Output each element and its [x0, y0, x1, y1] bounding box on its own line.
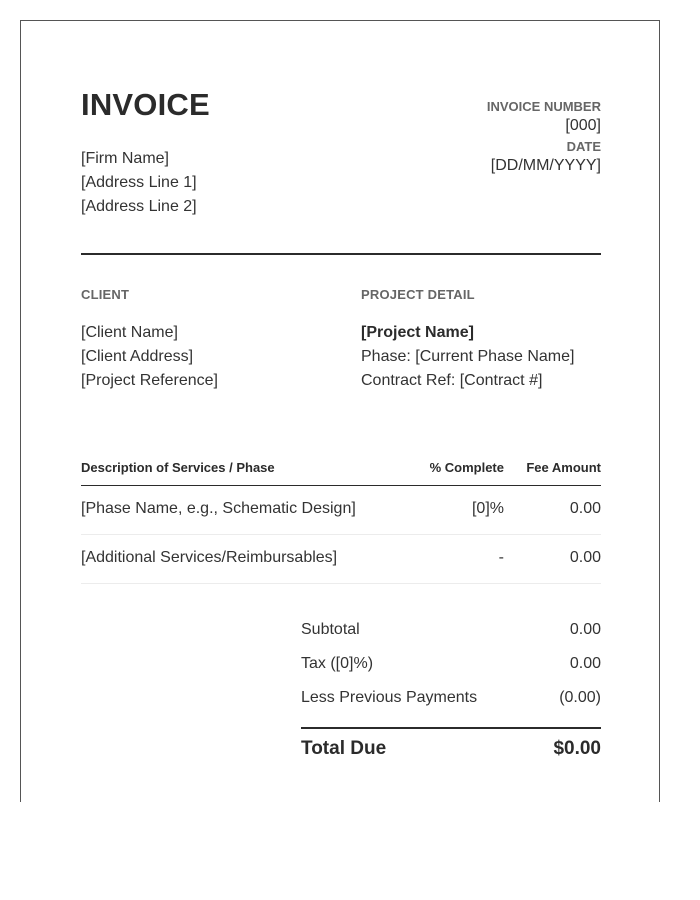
client-name: [Client Name]	[81, 324, 178, 341]
row-description: [Additional Services/Reimbursables]	[81, 549, 338, 566]
row-fee-amount: 0.00	[569, 549, 601, 566]
project-detail-block	[361, 287, 621, 393]
project-name: [Project Name]	[361, 324, 474, 341]
firm-name: [Firm Name]	[81, 150, 169, 167]
project-phase: Phase: [Current Phase Name]	[361, 348, 575, 365]
tax-value: 0.00	[569, 655, 601, 672]
total-due-row	[301, 727, 601, 769]
row-fee-amount: 0.00	[569, 500, 601, 517]
subtotal-value: 0.00	[569, 621, 601, 638]
table-row	[81, 535, 601, 584]
table-header	[81, 453, 601, 486]
services-table	[81, 453, 601, 584]
project-contract-ref: Contract Ref: [Contract #]	[361, 372, 543, 389]
date-label: DATE	[566, 139, 601, 154]
client-block	[81, 287, 341, 393]
tax-row	[301, 651, 601, 685]
previous-payments-label: Less Previous Payments	[301, 689, 478, 706]
invoice-meta	[341, 99, 601, 179]
client-address: [Client Address]	[81, 348, 194, 365]
table-row	[81, 486, 601, 535]
firm-address-line-2: [Address Line 2]	[81, 198, 197, 215]
header-percent-complete: % Complete	[429, 460, 504, 475]
invoice-title: INVOICE	[81, 87, 210, 122]
row-percent-complete: -	[498, 549, 504, 566]
previous-payments-value: (0.00)	[559, 689, 601, 706]
row-percent-complete: [0]%	[471, 500, 504, 517]
subtotal-row	[301, 617, 601, 651]
total-due-value: $0.00	[553, 738, 601, 759]
tax-label: Tax ([0]%)	[301, 655, 374, 672]
firm-address-block	[81, 147, 197, 219]
row-description: [Phase Name, e.g., Schematic Design]	[81, 500, 356, 517]
header-divider	[81, 253, 601, 255]
date-value: [DD/MM/YYYY]	[490, 157, 601, 174]
total-due-label: Total Due	[301, 738, 387, 759]
header-fee-amount: Fee Amount	[526, 460, 601, 475]
header-description: Description of Services / Phase	[81, 460, 275, 475]
project-detail-heading: PROJECT DETAIL	[361, 287, 475, 302]
invoice-number-value: [000]	[565, 117, 601, 134]
invoice-sheet	[20, 20, 660, 802]
subtotal-label: Subtotal	[301, 621, 360, 638]
totals-block	[301, 617, 601, 769]
invoice-number-label: INVOICE NUMBER	[486, 99, 601, 114]
previous-payments-row	[301, 685, 601, 719]
client-project-reference: [Project Reference]	[81, 372, 218, 389]
firm-address-line-1: [Address Line 1]	[81, 174, 197, 191]
client-heading: CLIENT	[81, 287, 130, 302]
